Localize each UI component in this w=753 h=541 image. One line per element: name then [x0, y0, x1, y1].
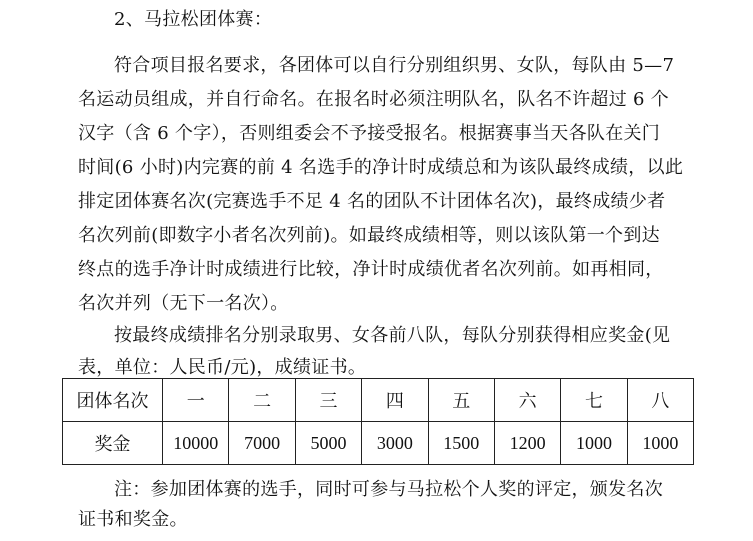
prize-cell: 5000 [295, 422, 361, 465]
rank-cell: 四 [362, 379, 428, 422]
paragraph-line: 排定团体赛名次(完赛选手不足 4 名的团队不计团体名次)，最终成绩少者 [78, 191, 666, 212]
rank-cell: 一 [163, 379, 229, 422]
rank-cell: 六 [494, 379, 560, 422]
note-line: 证书和奖金。 [78, 509, 188, 530]
paragraph-line: 终点的选手净计时成绩进行比较，净计时成绩优者名次列前。如再相同， [78, 259, 664, 280]
rank-cell: 五 [428, 379, 494, 422]
prize-cell: 7000 [229, 422, 295, 465]
prize-cell: 3000 [362, 422, 428, 465]
paragraph-line: 时间(6 小时)内完赛的前 4 名选手的净计时成绩总和为该队最终成绩，以此 [78, 157, 684, 178]
rank-header-cell: 团体名次 [63, 379, 163, 422]
paragraph-line: 名次并列（无下一名次）。 [78, 293, 289, 314]
prize-cell: 1500 [428, 422, 494, 465]
rank-cell: 七 [561, 379, 627, 422]
prize-header-cell: 奖金 [63, 422, 163, 465]
prize-cell: 1000 [561, 422, 627, 465]
prize-table [62, 378, 694, 465]
note-line: 注：参加团体赛的选手，同时可参与马拉松个人奖的评定，颁发名次 [114, 479, 663, 500]
paragraph-line: 按最终成绩排名分别录取男、女各前八队，每队分别获得相应奖金(见 [114, 325, 671, 346]
section-heading: 2、马拉松团体赛： [114, 9, 273, 30]
table-row-ranks [63, 379, 694, 422]
paragraph-line: 名次列前(即数字小者名次列前)。如最终成绩相等，则以该队第一个到达 [78, 225, 660, 246]
paragraph-line: 符合项目报名要求，各团体可以自行分别组织男、女队，每队由 5—7 [114, 55, 675, 76]
prize-cell: 10000 [163, 422, 229, 465]
paragraph-line: 汉字（含 6 个字），否则组委会不予接受报名。根据赛事当天各队在关门 [78, 123, 661, 144]
paragraph-line: 表，单位：人民币/元)，成绩证书。 [78, 357, 367, 378]
rank-cell: 八 [627, 379, 693, 422]
prize-cell: 1200 [494, 422, 560, 465]
paragraph-line: 名运动员组成，并自行命名。在报名时必须注明队名，队名不许超过 6 个 [78, 89, 670, 110]
rank-cell: 二 [229, 379, 295, 422]
prize-cell: 1000 [627, 422, 693, 465]
rank-cell: 三 [295, 379, 361, 422]
table-row-prizes [63, 422, 694, 465]
